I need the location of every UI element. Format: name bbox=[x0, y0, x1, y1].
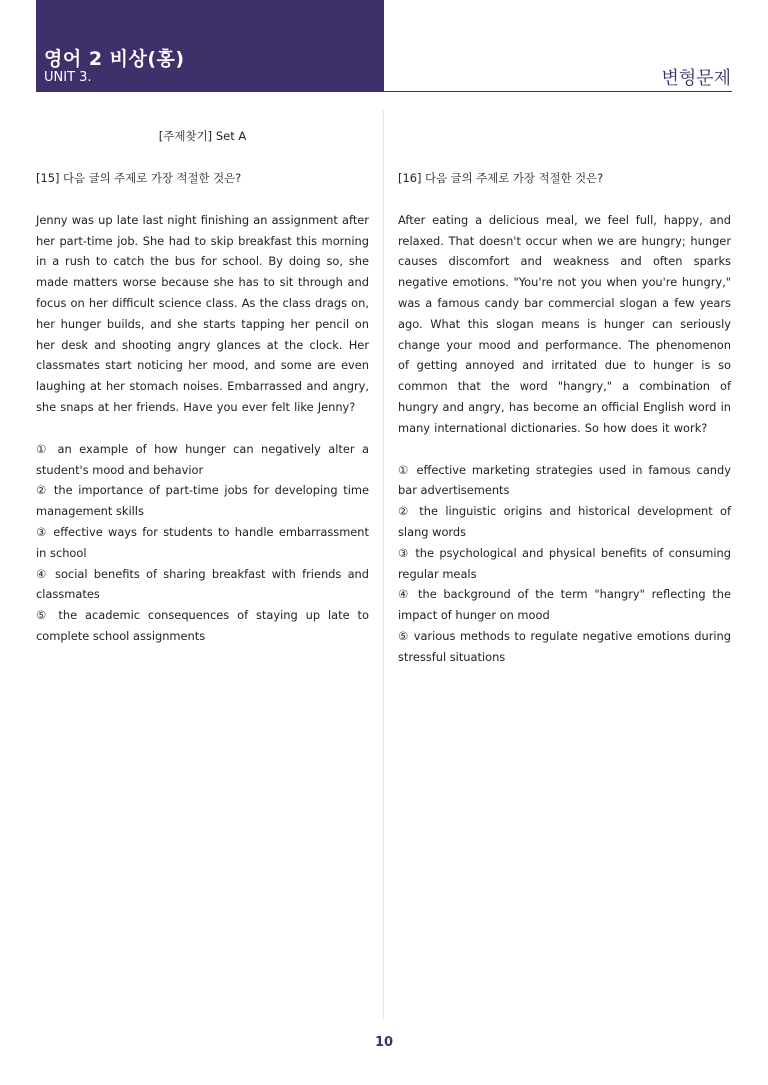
unit-label: UNIT 3. bbox=[44, 70, 92, 85]
header-rule bbox=[384, 91, 732, 92]
page-number: 10 bbox=[374, 1035, 394, 1050]
answer-option: ⑤ various methods to regulate negative emotions during stressful situations bbox=[398, 628, 731, 664]
answer-option: ② the linguistic origins and historical development of slang words bbox=[398, 504, 731, 539]
answer-options bbox=[36, 439, 369, 647]
header-banner bbox=[36, 0, 384, 92]
set-label: [주제찾기] Set A bbox=[158, 129, 247, 143]
answer-option: ① an example of how hunger can negatively alter a student's mood and behavior bbox=[36, 441, 369, 477]
answer-option: ⑤ the academic consequences of staying up late to complete school assignments bbox=[36, 608, 369, 643]
answer-options bbox=[398, 460, 731, 668]
question-title: [16] 다음 글의 주제로 가장 적절한 것은? bbox=[398, 171, 604, 185]
answer-option: ④ the background of the term "hangry" reflecting the impact of hunger on mood bbox=[398, 587, 731, 623]
question-passage: Jenny was up late last night finishing an assignment after her part-time job. She had to skip breakfast this morning in a rush to catch the bus for school. By doing so, she made matters worse because she has to sit through and focus on her difficult science class. As the class drags on, her hunger builds, and she starts tapping her pencil on her desk and shooting angry glances at the clock. Her classmates start noticing her mood, and some are even laughing at her stomach noises. Embarrassed and angry, she snaps at her friends. Have you ever felt like Jenny? bbox=[36, 212, 369, 414]
answer-option: ① effective marketing strategies used in famous candy bar advertisements bbox=[398, 462, 731, 498]
column-divider bbox=[383, 110, 384, 1020]
answer-option: ③ the psychological and physical benefits of consuming regular meals bbox=[398, 545, 731, 581]
question-passage: After eating a delicious meal, we feel full, happy, and relaxed. That doesn't occur when we are hungry; hunger causes discomfort and weakness and often sparks negative emotions. "You're not you when you're hungry," was a famous candy bar commercial slogan a few years ago. What this slogan means is hunger can seriously change your mood and performance. The phenomenon of getting annoyed and irritated due to hunger is so common that the word "hangry," a combination of hungry and angry, has become an official English word in many international dictionaries. So how does it work? bbox=[398, 212, 731, 435]
answer-option: ③ effective ways for students to handle embarrassment in school bbox=[36, 524, 369, 560]
answer-option: ④ social benefits of sharing breakfast with friends and classmates bbox=[36, 566, 369, 602]
question-title: [15] 다음 글의 주제로 가장 적절한 것은? bbox=[36, 171, 242, 185]
textbook-title: 영어 2 비상(홍) bbox=[44, 48, 185, 70]
answer-option: ② the importance of part-time jobs for developing time management skills bbox=[36, 483, 369, 519]
category-label: 변형문제 bbox=[661, 68, 731, 89]
question-15 bbox=[36, 168, 369, 647]
question-16 bbox=[398, 168, 731, 668]
